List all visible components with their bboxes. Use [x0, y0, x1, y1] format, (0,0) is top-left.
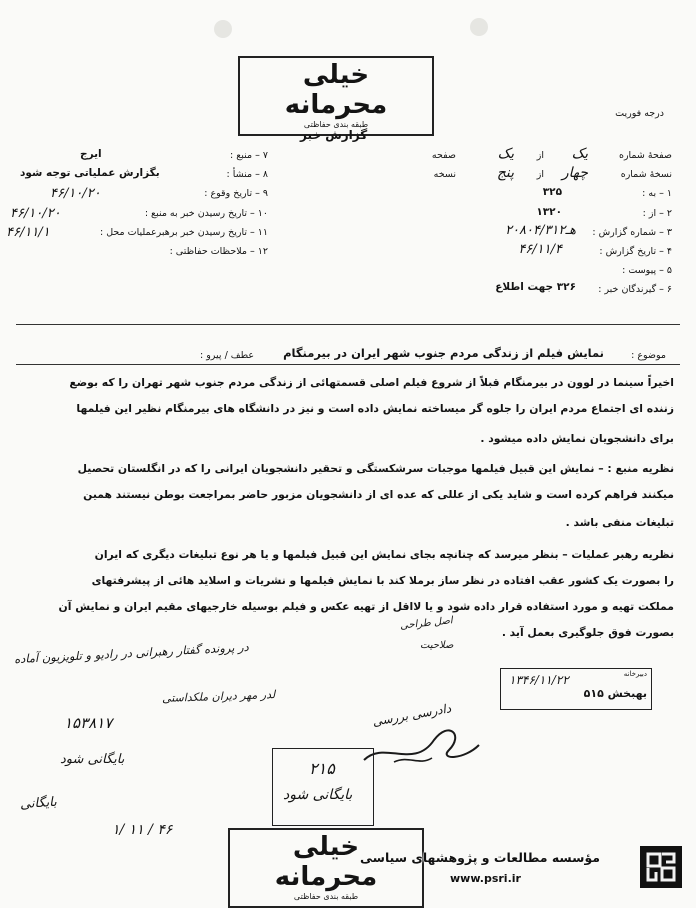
body-line: میکنند فراهم کرده است و شاید یکی از عللی که عده ای از دانشجویان مزبور حاضر بمراجعت بوطن نیستند همین: [83, 488, 674, 501]
body-line: زننده ای اجتماع مردم ایران را جلوه گر میساخته نمایش داده است و نیز در دانشگاه های بیرمنگام نظیر این فیلمها: [76, 402, 674, 415]
handwritten-date: ۱/ ۱۱ / ۴۶: [112, 822, 173, 838]
field-label: از: [536, 169, 544, 180]
header-divider: [16, 324, 680, 325]
field-label: ۹ – تاریخ وقوع :: [204, 188, 268, 199]
punch-hole: [214, 20, 232, 38]
secretariat-stamp: [500, 668, 652, 710]
field-value: یک: [497, 146, 514, 162]
field-label: ۳ – شماره گزارش :: [592, 227, 672, 238]
field-label: ۱ – به :: [642, 188, 672, 199]
classification-stamp-bottom: [228, 828, 424, 908]
field-label: ۵ – پیوست :: [622, 265, 672, 276]
report-title: گزارش خبر: [300, 128, 368, 142]
field-value: ۱۳۲۰: [536, 206, 562, 218]
field-value: ۴۶/۱۱/۴: [518, 242, 562, 257]
institute-url: www.psri.ir: [450, 872, 521, 885]
field-value: ۴۶/۱۰/۲۰: [50, 186, 101, 201]
subject-text: نمایش فیلم از زندگی مردم جنوب شهر ایران در بیرمنگام: [283, 346, 604, 360]
field-label: ۱۲ – ملاحظات حفاظتی :: [169, 246, 268, 257]
field-label: از: [536, 150, 544, 161]
handwritten-note: دادرسی بررسی: [371, 701, 453, 729]
urgency-label: درجه فوریت: [615, 108, 664, 119]
subject-label: موضوع :: [631, 350, 666, 361]
handwritten-note: در پرونده گفتار رهبرانی در رادیو و تلویزیون آماده: [13, 639, 250, 667]
stamp-line: بایگانی شود: [283, 787, 353, 803]
field-value: چهار: [561, 165, 588, 181]
handwritten-note: لدر مهر دیران ملکداستی: [161, 688, 276, 705]
field-label: صفحهٔ شماره: [618, 150, 672, 161]
institute-name: مؤسسه مطالعات و پژوهشهای سیاسی: [360, 850, 601, 865]
field-label: نسخه: [433, 169, 456, 180]
stamp-line: بهبخش ۵۱۵: [583, 687, 647, 700]
body-line: اخیراً سینما در لوون در بیرمنگام قبلاً از شروع فیلم اصلی قسمتهائی از زندگی مردم جنوب شهر تهران را که بوضع: [69, 376, 674, 389]
stamp-text: خیلی محرمانه: [284, 60, 388, 120]
field-label: صفحه: [431, 150, 456, 161]
body-line: را بصورت یک کشور عقب افتاده در نظر ساز برملا کند با نمایش فیلمها و نشریات و اسلاید هائی از پیشرفتهای: [91, 574, 674, 587]
field-label: ۲ – از :: [642, 208, 672, 219]
body-line: تبلیغات منفی باشد .: [565, 516, 674, 529]
stamp-subtitle: طبقه بندی حفاظتی: [293, 892, 359, 901]
stamp-text: خیلی محرمانه: [274, 832, 378, 892]
field-label: نسخهٔ شماره: [620, 169, 672, 180]
body-line: بصورت فوق جلوگیری بعمل آید .: [501, 626, 674, 639]
punch-hole: [470, 18, 488, 36]
subject-divider: [16, 364, 680, 365]
body-line: برای دانشجویان نمایش داده میشود .: [480, 432, 674, 445]
institute-logo: [640, 846, 682, 888]
stamp-subtitle: طبقه بندی حفاظتی: [303, 120, 369, 129]
field-label: ۷ – منبع :: [230, 150, 268, 161]
body-line: نظریه منبع : – نمایش این قبیل فیلمها موجبات سرشکستگی و تحقیر دانشجویان ایرانی را که در انگلستان تحصیل: [77, 462, 674, 475]
field-value: ۳۲۵: [542, 186, 562, 198]
stamp-line: ۲۱۵: [309, 759, 335, 778]
field-value: بگزارش عملیاتی توجه شود: [20, 167, 160, 179]
field-value: ۲۰۸۰۴/۳۱۲هـ: [505, 223, 576, 238]
field-value: ۴۶/۱۱/۱: [6, 225, 50, 240]
field-value: پنج: [496, 165, 514, 181]
field-label: ۸ – منشأ :: [226, 169, 268, 180]
field-label: ۱۱ – تاریخ رسیدن خبر برهبرعملیات محل :: [100, 227, 268, 238]
field-value: ۳۲۶ جهت اطلاع: [495, 281, 576, 293]
handwritten-note: بایگانی: [19, 794, 58, 813]
field-label: ۱۰ – تاریخ رسیدن خبر به منبع :: [144, 208, 268, 219]
reference-label: عطف / پیرو :: [200, 350, 255, 361]
field-label: ۶ – گیرندگان خبر :: [598, 284, 672, 295]
institute-logo-icon: [640, 846, 682, 888]
body-line: نظریه رهبر عملیات – بنظر میرسد که چنانچه بجای نمایش این قبیل فیلمها و یا هر نوع تبلیغات دیگری که ایران: [94, 548, 674, 561]
field-value: ۴۶/۱۰/۲۰: [10, 206, 61, 221]
archive-stamp: [272, 748, 374, 826]
handwritten-number: ۱۵۳۸۱۷: [64, 714, 113, 732]
field-value: یک: [571, 146, 588, 162]
handwritten-note: صلاحیت: [420, 640, 454, 651]
field-label: ۴ – تاریخ گزارش :: [599, 246, 672, 257]
stamp-line: دبیرخانه: [623, 670, 647, 678]
handwritten-note: بایگانی شود: [60, 752, 125, 767]
stamp-line: ۱۳۴۶/۱۱/۲۲: [509, 673, 569, 687]
field-value: ایرج: [80, 148, 102, 160]
handwritten-note: اصل طراحی: [399, 615, 454, 632]
body-line: مملکت تهیه و مورد استفاده قرار داده شود و یا لااقل از تهیه عکس و فیلم بوسیله خارجیهای مقیم ایران و نمایش آن: [58, 600, 674, 613]
classification-stamp-top: [238, 56, 434, 136]
